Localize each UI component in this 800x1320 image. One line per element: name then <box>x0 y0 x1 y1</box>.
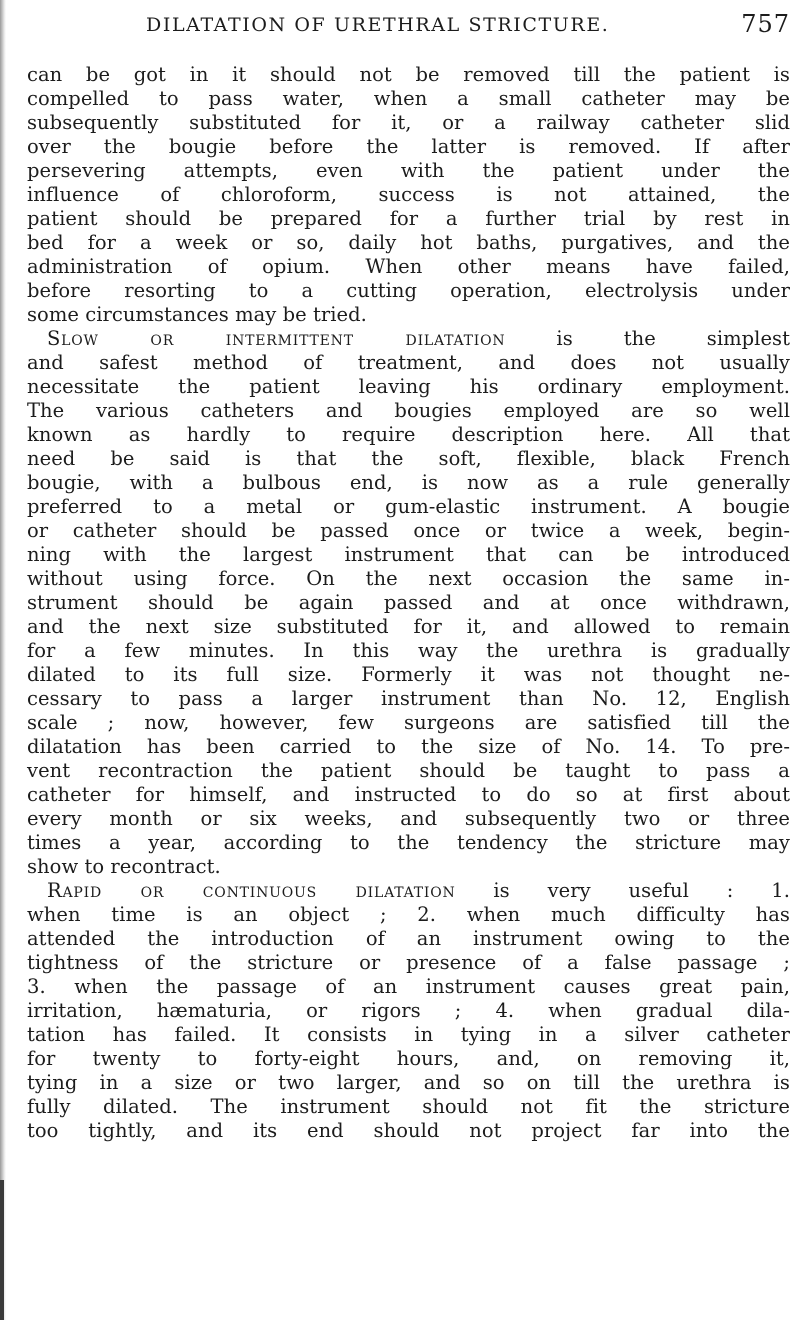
text-line: dilatation has been carried to the size of No. 14. To pre- <box>27 735 790 758</box>
text-line: catheter for himself, and instructed to do so at first about <box>27 783 790 806</box>
text-line: scale ; now, however, few surgeons are satisfied till the <box>27 711 790 734</box>
text-line: influence of chloroform, success is not attained, the <box>27 183 790 206</box>
paragraph-rapid-dilatation <box>27 879 790 903</box>
text-line: is very useful : 1. <box>493 879 790 902</box>
text-line: some circumstances may be tried. <box>27 303 367 326</box>
text-line: attended the introduction of an instrument owing to the <box>27 927 790 950</box>
text-line: tightness of the stricture or presence of a false passage ; <box>27 951 790 974</box>
text-line: bougie, with a bulbous end, is now as a rule generally <box>27 471 790 494</box>
text-line: or catheter should be passed once or twice a week, begin- <box>27 519 790 542</box>
page-edge-binding <box>0 1180 4 1320</box>
text-line: subsequently substituted for it, or a railway catheter slid <box>27 111 790 134</box>
text-line: every month or six weeks, and subsequently two or three <box>27 807 790 830</box>
text-line: too tightly, and its end should not project far into the <box>27 1119 790 1142</box>
page-edge-shadow <box>0 0 6 1320</box>
text-line: fully dilated. The instrument should not fit the stricture <box>27 1095 790 1118</box>
text-line: before resorting to a cutting operation, electrolysis under <box>27 279 790 302</box>
text-line: bed for a week or so, daily hot baths, purgatives, and the <box>27 231 790 254</box>
text-line: and the next size substituted for it, and allowed to remain <box>27 615 790 638</box>
text-line: vent recontraction the patient should be taught to pass a <box>27 759 790 782</box>
page-number: 757 <box>741 10 790 38</box>
text-line: The various catheters and bougies employed are so well <box>27 399 790 422</box>
text-line: ning with the largest instrument that can be introduced <box>27 543 790 566</box>
section-heading-slow: Slow or intermittent dilatation <box>47 327 506 350</box>
text-line: compelled to pass water, when a small catheter may be <box>27 87 790 110</box>
text-line: irritation, hæmaturia, or rigors ; 4. when gradual dila- <box>27 999 790 1022</box>
text-line: can be got in it should not be removed till the patient is <box>27 63 790 86</box>
text-line: over the bougie before the latter is removed. If after <box>27 135 790 158</box>
text-line: persevering attempts, even with the patient under the <box>27 159 790 182</box>
text-line: without using force. On the next occasion the same in- <box>27 567 790 590</box>
body-text <box>27 63 790 1143</box>
text-line: tying in a size or two larger, and so on till the urethra is <box>27 1071 790 1094</box>
text-line: necessitate the patient leaving his ordinary employment. <box>27 375 790 398</box>
text-line: known as hardly to require description here. All that <box>27 423 790 446</box>
text-line: strument should be again passed and at once withdrawn, <box>27 591 790 614</box>
text-line: is the simplest <box>556 327 790 350</box>
text-line: administration of opium. When other means have failed, <box>27 255 790 278</box>
text-line: preferred to a metal or gum-elastic instrument. A bougie <box>27 495 790 518</box>
text-line: for a few minutes. In this way the urethra is gradually <box>27 639 790 662</box>
text-line: show to recontract. <box>27 855 221 878</box>
text-line: 3. when the passage of an instrument causes great pain, <box>27 975 790 998</box>
running-title: DILATATION OF URETHRAL STRICTURE. <box>146 14 610 36</box>
section-heading-rapid: Rapid or continuous dilatation <box>47 879 456 902</box>
text-line: cessary to pass a larger instrument than No. 12, English <box>27 687 790 710</box>
text-line: and safest method of treatment, and does not usually <box>27 351 790 374</box>
running-header <box>60 6 790 50</box>
text-line: times a year, according to the tendency the stricture may <box>27 831 790 854</box>
text-line: tation has failed. It consists in tying in a silver catheter <box>27 1023 790 1046</box>
text-line: patient should be prepared for a further trial by rest in <box>27 207 790 230</box>
text-line: need be said is that the soft, flexible, black French <box>27 447 790 470</box>
text-line: when time is an object ; 2. when much difficulty has <box>27 903 790 926</box>
text-line: dilated to its full size. Formerly it was not thought ne- <box>27 663 790 686</box>
text-line: for twenty to forty-eight hours, and, on removing it, <box>27 1047 790 1070</box>
paragraph-slow-dilatation <box>27 327 790 351</box>
